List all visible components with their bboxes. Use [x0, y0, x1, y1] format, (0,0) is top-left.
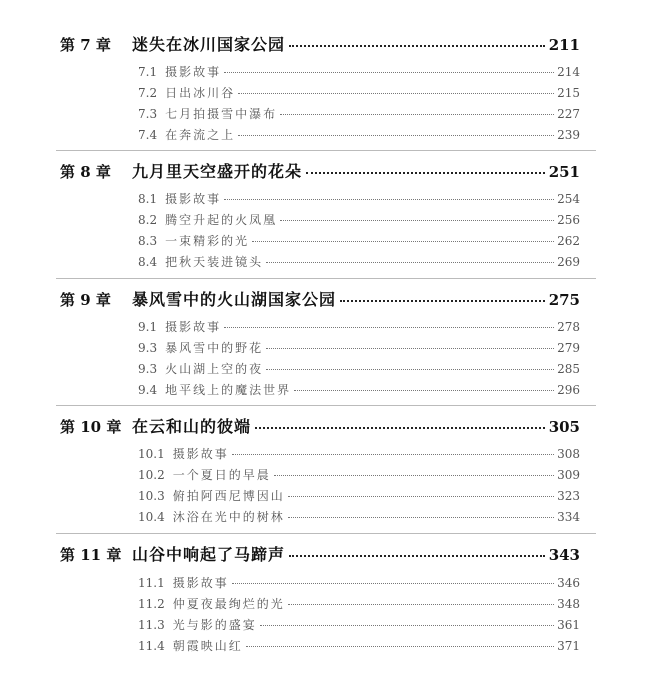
- toc-section-item[interactable]: [138, 445, 580, 463]
- toc-section-item[interactable]: [138, 466, 580, 484]
- toc-section-item[interactable]: [138, 105, 580, 123]
- dot-leader: [246, 645, 554, 647]
- toc-section-item[interactable]: [138, 211, 580, 229]
- dot-leader: [280, 219, 554, 221]
- chapter-number: 第 11 章: [60, 546, 122, 564]
- chapter-page: 343: [548, 546, 580, 564]
- toc-section-item[interactable]: [138, 232, 580, 250]
- dot-leader: [266, 261, 554, 263]
- toc-section-item[interactable]: [138, 381, 580, 399]
- chapter-8-heading[interactable]: [60, 159, 580, 181]
- section-page: 262: [557, 234, 580, 248]
- dot-leader: [340, 298, 545, 302]
- chapter-title: 山谷中响起了马蹄声: [132, 545, 286, 564]
- dot-leader: [232, 453, 554, 455]
- section-title: 摄影故事: [172, 447, 229, 461]
- section-title: 朝霞映山红: [172, 639, 243, 653]
- toc-section-item[interactable]: [138, 339, 580, 357]
- section-title: 火山湖上空的夜: [165, 362, 264, 376]
- section-title: 一个夏日的早晨: [172, 468, 271, 482]
- section-title: 暴风雪中的野花: [165, 341, 264, 355]
- toc-section-item[interactable]: [138, 595, 580, 613]
- chapter-divider: [56, 405, 596, 406]
- section-number: 7.2: [138, 86, 158, 100]
- section-page: 309: [557, 468, 580, 482]
- section-title: 七月拍摄雪中瀑布: [165, 107, 278, 121]
- toc-section-item[interactable]: [138, 126, 580, 144]
- dot-leader: [274, 474, 554, 476]
- section-number: 9.3: [138, 362, 158, 376]
- section-number: 7.1: [138, 65, 158, 79]
- dot-leader: [289, 43, 545, 47]
- section-page: 334: [557, 510, 580, 524]
- section-page: 214: [557, 65, 580, 79]
- section-title: 摄影故事: [165, 320, 222, 334]
- section-number: 11.3: [138, 618, 165, 632]
- section-page: 278: [557, 320, 580, 334]
- dot-leader: [255, 425, 545, 429]
- section-title: 沐浴在光中的树林: [172, 510, 285, 524]
- toc-section-item[interactable]: [138, 508, 580, 526]
- section-page: 269: [557, 255, 580, 269]
- section-number: 10.1: [138, 447, 165, 461]
- chapter-number: 第 8 章: [60, 163, 111, 181]
- section-page: 308: [557, 447, 580, 461]
- chapter-number: 第 7 章: [60, 36, 111, 54]
- toc-section-item[interactable]: [138, 487, 580, 505]
- section-title: 日出冰川谷: [165, 86, 236, 100]
- section-number: 9.3: [138, 341, 158, 355]
- toc-section-item[interactable]: [138, 84, 580, 102]
- chapter-10-heading[interactable]: [60, 414, 580, 436]
- chapter-number: 第 9 章: [60, 291, 111, 309]
- dot-leader: [294, 389, 554, 391]
- section-page: 256: [557, 213, 580, 227]
- chapter-11-heading[interactable]: [60, 542, 580, 564]
- section-number: 11.1: [138, 576, 165, 590]
- dot-leader: [252, 240, 554, 242]
- section-page: 254: [557, 192, 580, 206]
- section-page: 346: [557, 576, 580, 590]
- chapter-page: 275: [548, 291, 580, 309]
- section-page: 296: [557, 383, 580, 397]
- section-title: 把秋天装进镜头: [165, 255, 264, 269]
- toc-section-item[interactable]: [138, 253, 580, 271]
- dot-leader: [224, 198, 554, 200]
- dot-leader: [266, 347, 554, 349]
- section-title: 在奔流之上: [165, 128, 236, 142]
- dot-leader: [266, 368, 554, 370]
- toc-section-item[interactable]: [138, 637, 580, 655]
- section-page: 285: [557, 362, 580, 376]
- chapter-7-heading[interactable]: [60, 32, 580, 54]
- section-title: 摄影故事: [165, 65, 222, 79]
- chapter-page: 251: [548, 163, 580, 181]
- section-title: 摄影故事: [172, 576, 229, 590]
- chapter-title: 九月里天空盛开的花朵: [132, 162, 303, 181]
- section-title: 仲夏夜最绚烂的光: [172, 597, 285, 611]
- section-page: 361: [557, 618, 580, 632]
- section-number: 8.2: [138, 213, 158, 227]
- dot-leader: [288, 495, 554, 497]
- dot-leader: [232, 582, 554, 584]
- section-page: 279: [557, 341, 580, 355]
- section-title: 地平线上的魔法世界: [165, 383, 292, 397]
- toc-section-item[interactable]: [138, 360, 580, 378]
- section-title: 俯拍阿西尼博因山: [172, 489, 285, 503]
- section-number: 9.1: [138, 320, 158, 334]
- chapter-number: 第 10 章: [60, 418, 122, 436]
- chapter-title: 迷失在冰川国家公园: [132, 35, 286, 54]
- chapter-title: 暴风雪中的火山湖国家公园: [132, 290, 337, 309]
- dot-leader: [289, 553, 545, 557]
- section-number: 10.2: [138, 468, 165, 482]
- section-number: 11.4: [138, 639, 165, 653]
- chapter-divider: [56, 150, 596, 151]
- section-page: 227: [557, 107, 580, 121]
- section-number: 9.4: [138, 383, 158, 397]
- toc-section-item[interactable]: [138, 574, 580, 592]
- section-title: 光与影的盛宴: [172, 618, 257, 632]
- section-number: 10.3: [138, 489, 165, 503]
- dot-leader: [280, 113, 554, 115]
- section-number: 7.3: [138, 107, 158, 121]
- section-number: 7.4: [138, 128, 158, 142]
- section-number: 10.4: [138, 510, 165, 524]
- section-title: 摄影故事: [165, 192, 222, 206]
- chapter-page: 211: [548, 36, 580, 54]
- toc-section-item[interactable]: [138, 63, 580, 81]
- section-page: 215: [557, 86, 580, 100]
- chapter-9-heading[interactable]: [60, 287, 580, 309]
- chapter-page: 305: [548, 418, 580, 436]
- dot-leader: [238, 92, 554, 94]
- section-number: 11.2: [138, 597, 165, 611]
- section-page: 239: [557, 128, 580, 142]
- section-title: 腾空升起的火凤凰: [165, 213, 278, 227]
- dot-leader: [288, 516, 554, 518]
- dot-leader: [224, 326, 554, 328]
- dot-leader: [260, 624, 554, 626]
- dot-leader: [224, 71, 554, 73]
- section-page: 348: [557, 597, 580, 611]
- section-page: 371: [557, 639, 580, 653]
- dot-leader: [306, 170, 545, 174]
- section-number: 8.4: [138, 255, 158, 269]
- chapter-title: 在云和山的彼端: [132, 417, 252, 436]
- toc-section-item[interactable]: [138, 318, 580, 336]
- toc-section-item[interactable]: [138, 616, 580, 634]
- section-number: 8.3: [138, 234, 158, 248]
- chapter-divider: [56, 278, 596, 279]
- chapter-divider: [56, 533, 596, 534]
- section-title: 一束精彩的光: [165, 234, 250, 248]
- section-page: 323: [557, 489, 580, 503]
- toc-section-item[interactable]: [138, 190, 580, 208]
- dot-leader: [288, 603, 554, 605]
- section-number: 8.1: [138, 192, 158, 206]
- dot-leader: [238, 134, 554, 136]
